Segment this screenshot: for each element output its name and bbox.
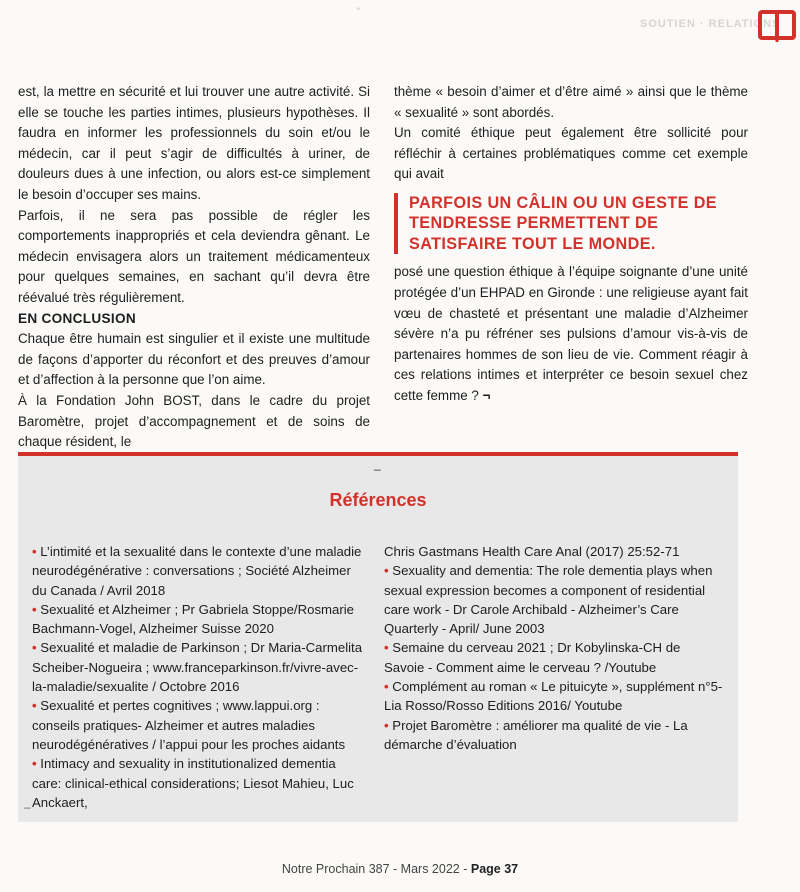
references-title: Références — [329, 490, 427, 510]
reference-item — [32, 638, 368, 696]
footer-text: Notre Prochain 387 - Mars 2022 - — [281, 862, 471, 876]
reference-item — [32, 600, 368, 639]
reference-text: Complément au roman « Le pituicyte », supplément n°5- Lia Rosso/Rosso Editions 2016/ Youtube — [384, 679, 723, 714]
reference-text: Sexualité et maladie de Parkinson ; Dr Maria-Carmelita Scheiber-Nogueira ; www.franceparkinson.fr/vivre-avec-la-maladie/sexualite / Octobre 2016 — [32, 640, 363, 695]
bullet-icon: • — [32, 698, 37, 714]
bullet-icon: • — [32, 756, 37, 772]
reference-continuation: Chris Gastmans Health Care Anal (2017) 25:52-71 — [384, 544, 680, 559]
body-paragraph: thème « besoin d’aimer et d’être aimé » ainsi que le thème « sexualité » sont abordés. — [394, 84, 748, 120]
body-paragraph — [394, 262, 748, 406]
section-heading: EN CONCLUSION — [18, 310, 136, 326]
reference-text: Intimacy and sexuality in institutionalized dementia care: clinical-ethical considerations; Liesot Mahieu, Luc Anckaert, — [32, 756, 354, 810]
reference-text: Sexualité et pertes cognitives ; www.lappui.org : conseils pratiques- Alzheimer et autres maladies neurodégénératives / l’appui pour les proches aidants — [32, 698, 346, 752]
body-paragraph: Chaque être humain est singulier et il existe une multitude de façons d’apporter du réconfort et des preuves d’amour et d’affection à la personne que l’on aime. — [18, 331, 370, 388]
body-paragraph: Un comité éthique peut également être sollicité pour réfléchir à certaines problématiques comme cet exemple qui avait — [394, 125, 748, 182]
reference-text: Sexuality and dementia: The role dementia plays when sexual expression becomes a component of residential care work - Dr Carole Archibald - Alzheimer’s Care Quarterly - April/ June 2003 — [384, 563, 713, 637]
reference-text: Semaine du cerveau 2021 ; Dr Kobylinska-CH de Savoie - Comment aime le cerveau ? /Youtube — [384, 640, 681, 675]
faint-section-heading: SOUTIEN · RELATIONS — [640, 18, 781, 30]
reference-item — [384, 716, 724, 755]
page-number: Page 37 — [470, 862, 519, 876]
end-of-article-mark: ¬ — [482, 388, 491, 404]
body-paragraph: À la Fondation John BOST, dans le cadre du projet Baromètre, projet d’accompagnement et de soins de chaque résident, le — [18, 392, 370, 450]
references-foot-dash: – — [24, 800, 31, 814]
bullet-icon: • — [384, 640, 389, 656]
bullet-icon: • — [32, 640, 37, 656]
bullet-icon: • — [384, 563, 389, 579]
top-decoration — [0, 0, 800, 60]
reference-item — [384, 638, 724, 677]
reference-item — [32, 542, 368, 600]
references-box — [18, 452, 738, 822]
bullet-icon: • — [32, 544, 37, 559]
reference-text: L’intimité et la sexualité dans le contexte d’une maladie neurodégénérative : conversations ; Société Alzheimer du Canada / Avril 2018 — [32, 544, 362, 598]
reference-item — [384, 677, 724, 716]
bullet-icon: • — [384, 679, 389, 695]
references-dash: – — [374, 462, 381, 476]
reference-text: Sexualité et Alzheimer ; Pr Gabriela Stoppe/Rosmarie Bachmann-Vogel, Alzheimer Suisse 2020 — [32, 601, 355, 637]
body-text: posé une question éthique à l’équipe soignante d’une unité protégée d’un EHPAD en Gironde : une religieuse ayant fait vœu de chasteté et présentant une maladie d’Alzheimer sévère n’a pu réfréner ses pulsions d’amour vis-à-vis de partenaires hommes de son lieu de vie. Comment réagir à ces relations intimes et interpréter ce besoin sexuel chez cette femme ? — [394, 264, 748, 404]
bullet-icon: • — [32, 601, 37, 617]
reference-item — [384, 561, 724, 638]
references-left-column — [32, 542, 368, 812]
body-paragraph: Parfois, il ne sera pas possible de régler les comportements inappropriés et cela deviendra gênant. Le médecin envisagera alors un traitement médicamenteux pour quelques semaines, en sachant qu’il devra être réévalué très régulièrement. — [18, 207, 370, 305]
svg-text:°: ° — [356, 7, 361, 17]
right-text-column — [394, 82, 748, 407]
bullet-icon: • — [384, 717, 389, 733]
body-paragraph: est, la mettre en sécurité et lui trouver une autre activité. Si elle se touche les parties intimes, plusieurs hypothèses. Il faudra en informer les professionnels du soin et/ou le médecin, car il peut s’agir de difficultés à uriner, de douleurs dues à une infection, ou alors est-ce simplement le besoin d’occuper ses mains. — [18, 84, 370, 202]
left-text-column — [18, 82, 370, 453]
reference-item — [32, 696, 368, 754]
pull-quote: PARFOIS UN CÂLIN OU UN GESTE DE TENDRESSE PERMETTENT DE SATISFAIRE TOUT LE MONDE. — [394, 193, 748, 255]
reference-item — [32, 754, 368, 812]
reference-text: Projet Baromètre : améliorer ma qualité de vie - La démarche d’évaluation — [384, 717, 688, 752]
references-right-column — [384, 542, 724, 754]
page-footer — [0, 862, 800, 876]
open-book-icon — [758, 6, 796, 44]
